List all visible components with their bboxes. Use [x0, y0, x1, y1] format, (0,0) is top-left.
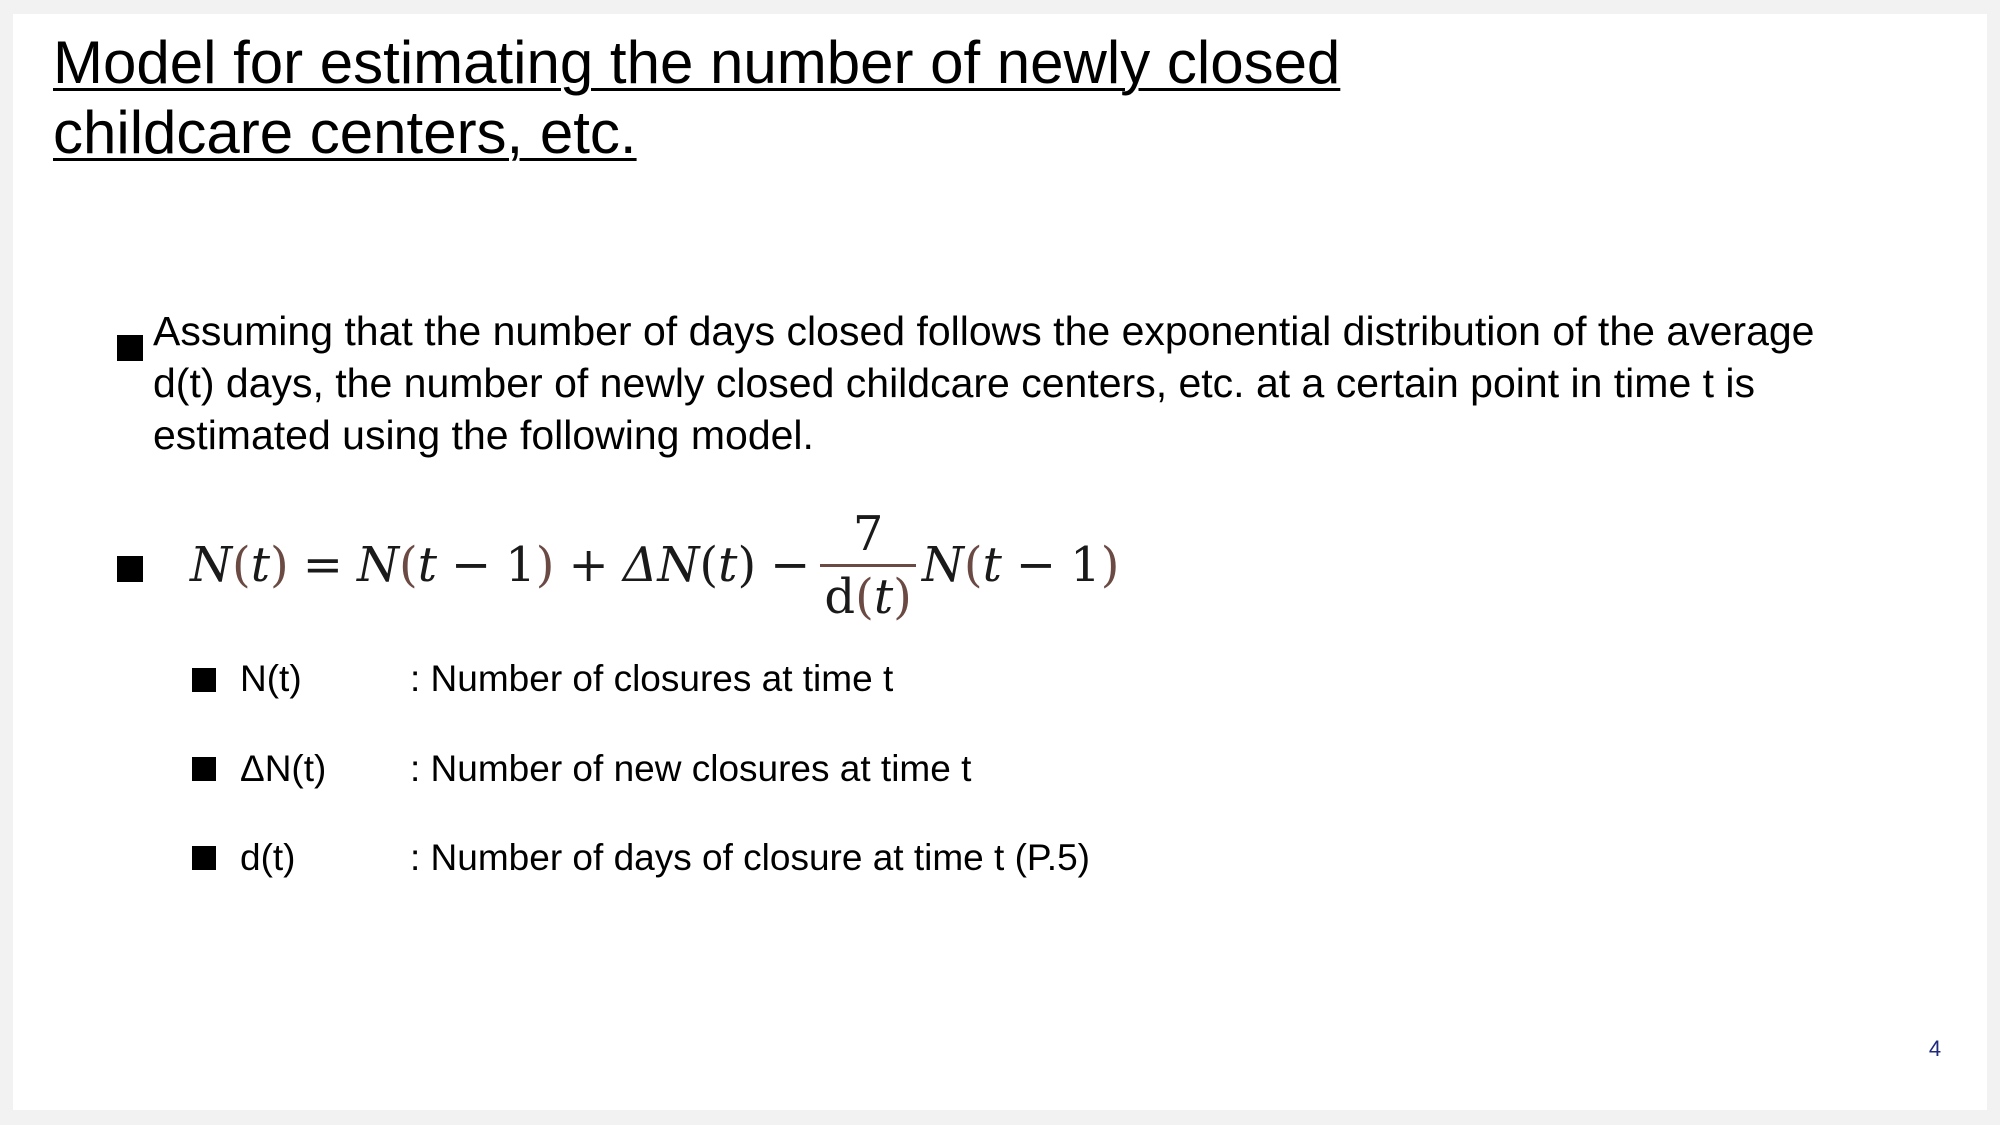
formula-paren: )	[737, 537, 757, 593]
definition-term: N(t)	[240, 658, 302, 699]
formula-paren: )	[270, 537, 289, 593]
formula-paren: (	[232, 537, 251, 593]
definition-description: : Number of closures at time t	[410, 658, 894, 699]
formula-fraction	[820, 506, 916, 625]
formula-paren: (	[855, 568, 874, 625]
bullet-square-icon	[117, 556, 143, 582]
formula-paren: (	[699, 537, 719, 593]
formula-delta-n: ΔN	[622, 537, 700, 593]
slide-title	[53, 28, 1553, 168]
model-formula	[190, 495, 1119, 635]
definition-term: ΔN(t)	[240, 748, 327, 789]
definition-description: : Number of new closures at time t	[410, 748, 972, 789]
bullet-square-icon	[192, 846, 216, 870]
fraction-numerator: 7	[852, 505, 884, 562]
formula-minus: −	[1015, 537, 1057, 593]
formula-t: t	[417, 537, 438, 593]
fraction-denominator	[820, 569, 916, 625]
formula-paren: (	[963, 537, 983, 593]
title-line-1: Model for estimating the number of newly closed	[53, 29, 1341, 96]
formula-one: 1	[505, 537, 536, 593]
formula-paren: )	[535, 537, 555, 593]
intro-line-3: estimated using the following model.	[153, 412, 814, 458]
title-line-2: childcare centers, etc.	[53, 99, 637, 166]
formula-minus: −	[770, 537, 811, 593]
formula-minus: −	[451, 537, 492, 593]
formula-d: d	[824, 568, 856, 625]
bullet-square-icon	[192, 668, 216, 692]
intro-line-2: d(t) days, the number of newly closed childcare centers, etc. at a certain point in time t is	[153, 360, 1756, 406]
formula-n: N	[356, 537, 399, 593]
definition-term: d(t)	[240, 837, 296, 878]
page-number: 4	[1928, 1036, 1942, 1061]
formula-one: 1	[1070, 537, 1101, 593]
formula-plus: +	[568, 537, 609, 593]
formula-t: t	[873, 568, 894, 625]
formula-t: t	[982, 537, 1002, 593]
fraction-bar	[820, 564, 916, 567]
formula-paren: (	[398, 537, 418, 593]
intro-paragraph	[153, 305, 1943, 461]
definition-description: : Number of days of closure at time t (P.5)	[410, 837, 1090, 878]
formula-paren: )	[1100, 537, 1120, 593]
intro-line-1: Assuming that the number of days closed follows the exponential distribution of the average	[153, 308, 1815, 354]
formula-t: t	[718, 537, 738, 593]
formula-n: N	[921, 537, 964, 593]
formula-t: t	[250, 537, 271, 593]
bullet-square-icon	[117, 335, 143, 361]
formula-equals: =	[302, 537, 343, 593]
formula-n: N	[190, 537, 232, 593]
bullet-square-icon	[192, 757, 216, 781]
formula-paren: )	[893, 568, 912, 625]
